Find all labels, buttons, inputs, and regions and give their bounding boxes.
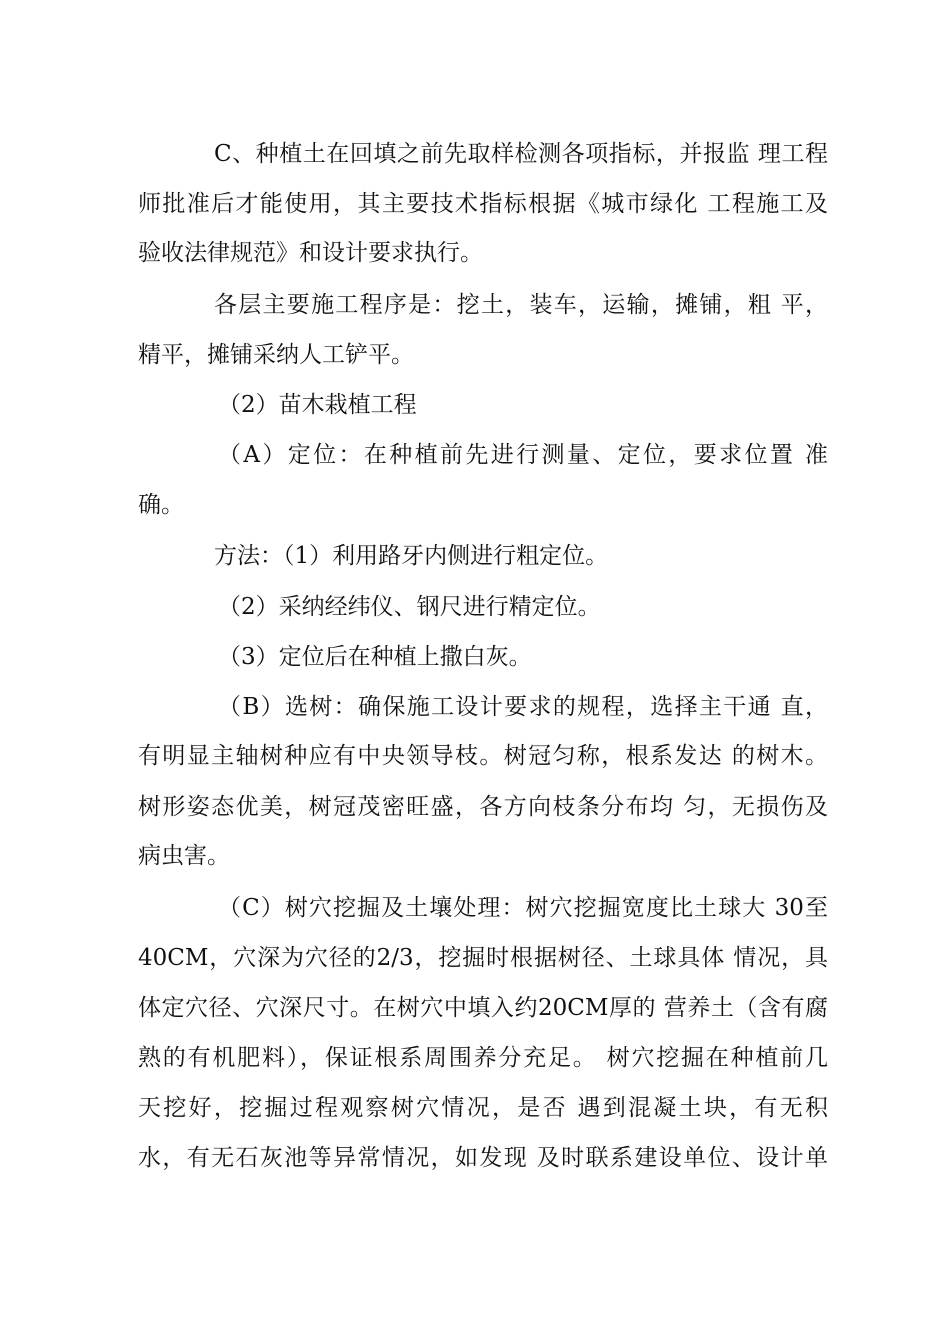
text-line: （B）选树：确保施工设计要求的规程，选择主干通 直，: [218, 694, 828, 720]
text-line: 病虫害。: [138, 843, 230, 869]
text-line: 精平，摊铺采纳人工铲平。: [138, 342, 414, 368]
text-line: 有明显主轴树种应有中央领导枝。树冠匀称，根系发达 的树木。: [138, 743, 828, 769]
text-line: （3）定位后在种植上撒白灰。: [218, 644, 532, 670]
text-line: 体定穴径、穴深尺寸。在树穴中填入约20CM厚的 营养土（含有腐: [138, 995, 828, 1021]
text-line: （C）树穴挖掘及土壤处理：树穴挖掘宽度比土球大 30至: [218, 895, 828, 921]
text-line: （2）采纳经纬仪、钢尺进行精定位。: [218, 594, 601, 620]
text-line: C、种植土在回填之前先取样检测各项指标，并报监 理工程: [214, 141, 828, 167]
text-line: 方法：（1）利用路牙内侧进行粗定位。: [214, 543, 609, 569]
text-line: 师批准后才能使用，其主要技术指标根据《城市绿化 工程施工及: [138, 191, 828, 217]
section-heading: （2）苗木栽植工程: [218, 392, 417, 418]
text-line: 确。: [138, 492, 184, 518]
text-line: 水，有无石灰池等异常情况，如发现 及时联系建设单位、设计单: [138, 1145, 828, 1171]
text-line: 验收法律规范》和设计要求执行。: [138, 240, 483, 266]
text-line: 天挖好，挖掘过程观察树穴情况，是否 遇到混凝土块，有无积: [138, 1095, 828, 1121]
text-line: 40CM，穴深为穴径的2/3，挖掘时根据树径、土球具体 情况，具: [138, 945, 828, 971]
text-line: 各层主要施工程序是：挖土，装车，运输，摊铺，粗 平，: [214, 292, 828, 318]
text-line: （A）定位：在种植前先进行测量、定位，要求位置 准: [218, 442, 828, 468]
text-line: 熟的有机肥料），保证根系周围养分充足。 树穴挖掘在种植前几: [138, 1045, 828, 1071]
text-line: 树形姿态优美，树冠茂密旺盛，各方向枝条分布均 匀，无损伤及: [138, 794, 828, 820]
